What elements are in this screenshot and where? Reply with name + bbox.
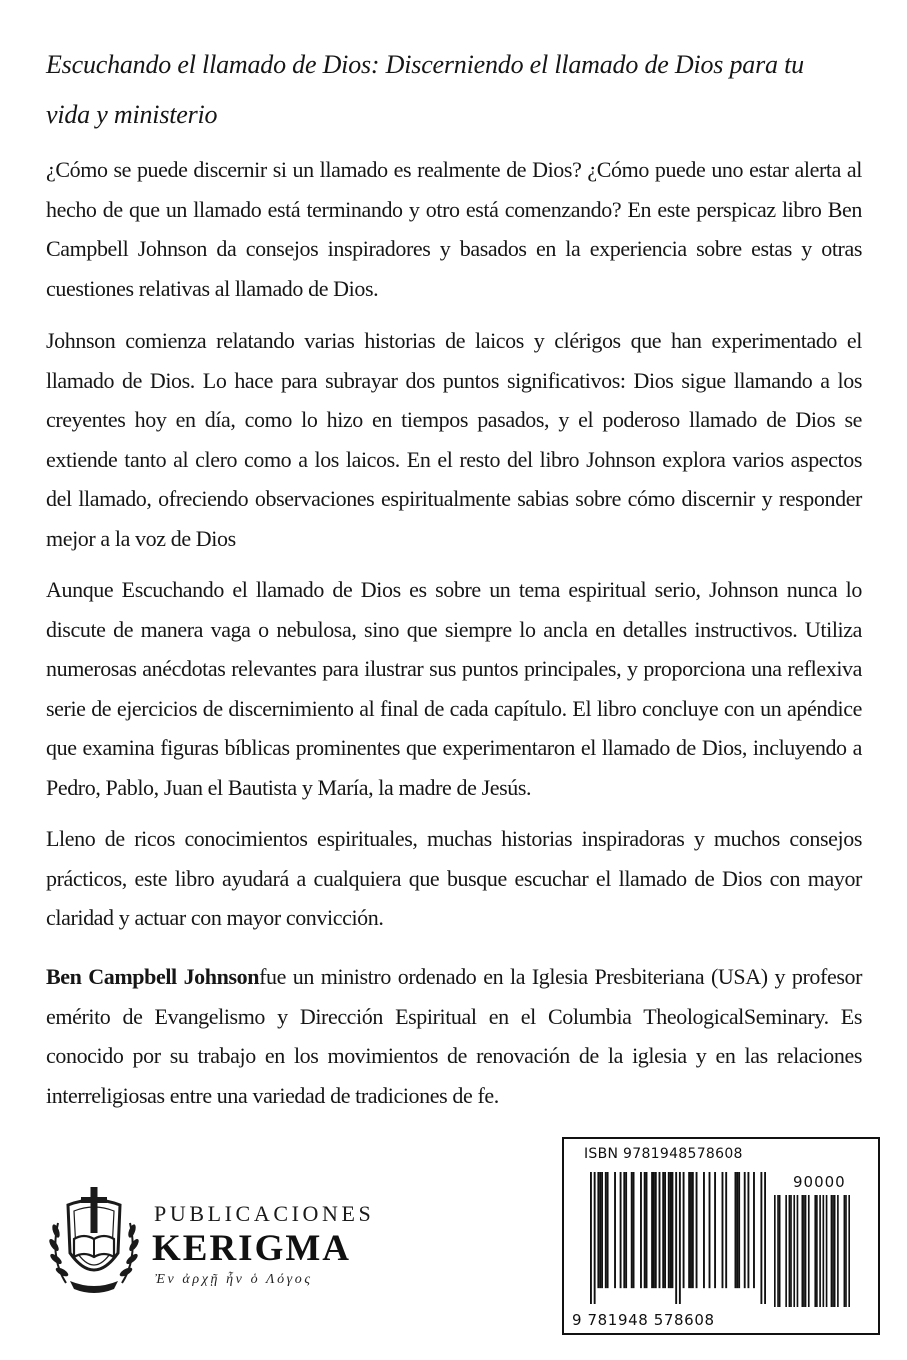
synopsis-paragraph-2: Johnson comienza relatando varias historias de laicos y clérigos que han experimentado el llamado de Dios. Lo hace para subrayar dos puntos significativos: Dios sigue llamando a los creyentes hoy en día, como lo hizo en tiempos pasados, y el poderoso llamado de Dios se extiende tanto al clero como a los laicos. En el resto del libro Johnson explora varios aspectos del llamado, ofreciendo observaciones espiritualmente sabias sobre cómo discernir y responder mejor a la voz de Dios: [46, 328, 862, 551]
publisher-motto: Ἐν ἀρχῇ ἦν ὁ Λόγος: [155, 1272, 313, 1287]
book-title: [46, 40, 866, 140]
isbn-label: ISBN 9781948578608: [584, 1146, 743, 1162]
book-cross-crest-icon: [44, 1183, 144, 1298]
author-bio-text: fue un ministro ordenado en la Iglesia Presbiteriana (USA) y profesor emérito de Evangelismo y Dirección Espiritual en el Columbia TheologicalSeminary. Es conocido por su trabajo en los movimientos de renovación de la iglesia y en las relaciones interreligiosas entre una variedad de tradiciones de fe.: [46, 964, 863, 1108]
barcode-addon-bars: [774, 1195, 850, 1307]
isbn-barcode: [562, 1137, 880, 1335]
publisher-logo: [44, 1183, 384, 1298]
publisher-label: PUBLICACIONES: [154, 1201, 375, 1226]
author-name: Ben Campbell Johnson: [46, 964, 260, 989]
synopsis-paragraph-3: Aunque Escuchando el llamado de Dios es sobre un tema espiritual serio, Johnson nunca lo discute de manera vaga o nebulosa, sino que siempre lo ancla en detalles instructivos. Utiliza numerosas anécdotas relevantes para ilustrar sus puntos principales, y proporciona una reflexiva serie de ejercicios de discernimiento al final de cada capítulo. El libro concluye con un apéndice que examina figuras bíblicas prominentes que experimentaron el llamado de Dios, incluyendo a Pedro, Pablo, Juan el Bautista y María, la madre de Jesús.: [46, 577, 862, 800]
synopsis-paragraph-1: ¿Cómo se puede discernir si un llamado es realmente de Dios? ¿Cómo puede uno estar alerta al hecho de que un llamado está terminando y otro está comenzando? En este perspicaz libro Ben Campbell Johnson da consejos inspiradores y basados en la experiencia sobre estas y otras cuestiones relativas al llamado de Dios.: [46, 157, 862, 301]
publisher-brand: KERIGMA: [152, 1228, 351, 1269]
price-code: 90000: [793, 1173, 846, 1191]
author-bio-paragraph: [46, 957, 862, 1115]
book-title-line-2: vida y ministerio: [46, 100, 218, 129]
barcode-main-bars: [590, 1172, 766, 1304]
synopsis-paragraph-4: Lleno de ricos conocimientos espirituales, muchas historias inspiradoras y muchos consejos prácticos, este libro ayudará a cualquiera que busque escuchar el llamado de Dios con mayor claridad y actuar con mayor convicción.: [46, 826, 862, 930]
barcode-digits: 9 781948 578608: [572, 1311, 715, 1329]
book-title-line-1: Escuchando el llamado de Dios: Discerniendo el llamado de Dios para tu: [46, 50, 804, 79]
